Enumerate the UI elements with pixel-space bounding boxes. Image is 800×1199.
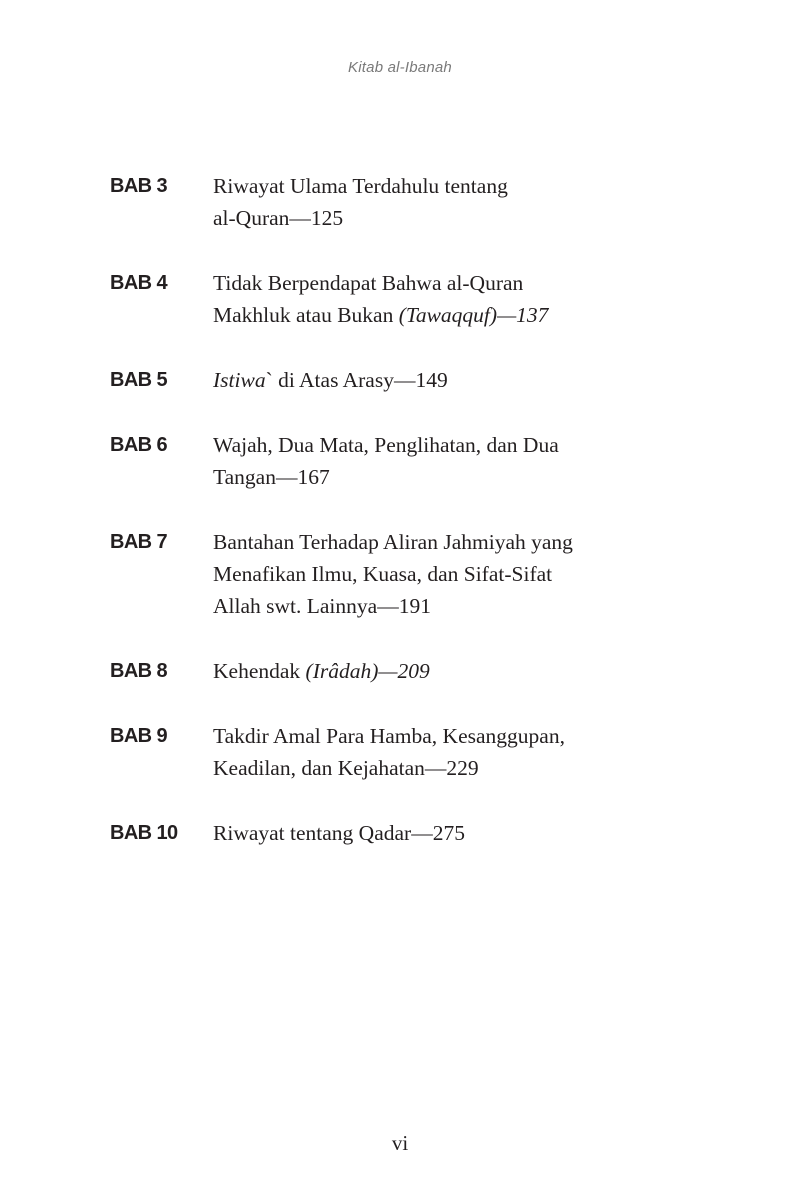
chapter-title-line bbox=[213, 202, 670, 234]
chapter-title-line bbox=[213, 429, 670, 461]
chapter-title bbox=[213, 267, 670, 331]
chapter-title-line bbox=[213, 526, 670, 558]
chapter-title bbox=[213, 170, 670, 234]
toc-entry bbox=[110, 170, 670, 234]
chapter-title-line bbox=[213, 817, 670, 849]
chapter-label: BAB 7 bbox=[110, 531, 168, 553]
toc-entry bbox=[110, 720, 670, 784]
text-segment: Bantahan Terhadap Aliran Jahmiyah yang bbox=[213, 530, 573, 554]
text-segment: Allah swt. Lainnya—191 bbox=[213, 594, 431, 618]
chapter-label: BAB 4 bbox=[110, 272, 168, 294]
text-segment: Riwayat tentang Qadar—275 bbox=[213, 821, 465, 845]
toc-entry bbox=[110, 429, 670, 493]
chapter-title-line bbox=[213, 720, 670, 752]
text-segment: Kehendak bbox=[213, 659, 306, 683]
chapter-title bbox=[213, 526, 670, 622]
chapter-label: BAB 5 bbox=[110, 369, 168, 391]
chapter-title bbox=[213, 655, 670, 687]
chapter-title-line bbox=[213, 590, 670, 622]
chapter-title-line bbox=[213, 558, 670, 590]
chapter-title-line bbox=[213, 267, 670, 299]
chapter-label: BAB 6 bbox=[110, 434, 168, 456]
chapter-title bbox=[213, 817, 670, 849]
text-segment: Tangan—167 bbox=[213, 465, 330, 489]
toc-entry bbox=[110, 364, 670, 396]
text-segment: Wajah, Dua Mata, Penglihatan, dan Dua bbox=[213, 433, 559, 457]
chapter-title bbox=[213, 429, 670, 493]
text-segment: Menafikan Ilmu, Kuasa, dan Sifat-Sifat bbox=[213, 562, 553, 586]
chapter-label: BAB 3 bbox=[110, 175, 168, 197]
table-of-contents bbox=[110, 170, 670, 882]
toc-entry bbox=[110, 817, 670, 849]
chapter-title bbox=[213, 720, 670, 784]
text-segment: Takdir Amal Para Hamba, Kesanggupan, bbox=[213, 724, 565, 748]
chapter-label: BAB 9 bbox=[110, 725, 168, 747]
text-segment: Tidak Berpendapat Bahwa al-Quran bbox=[213, 271, 524, 295]
text-segment: al-Quran—125 bbox=[213, 206, 344, 230]
chapter-title-line bbox=[213, 461, 670, 493]
page-number: vi bbox=[391, 1131, 409, 1155]
chapter-title-line bbox=[213, 655, 670, 687]
toc-entry bbox=[110, 267, 670, 331]
text-segment: Makhluk atau Bukan bbox=[213, 303, 399, 327]
chapter-title-line bbox=[213, 299, 670, 331]
text-segment: ` di Atas Arasy—149 bbox=[265, 368, 448, 392]
chapter-title-line bbox=[213, 752, 670, 784]
italic-text: Istiwa bbox=[213, 368, 266, 392]
chapter-title bbox=[213, 364, 670, 396]
italic-text: (Tawaqquf)—137 bbox=[398, 303, 549, 327]
chapter-label: BAB 10 bbox=[110, 822, 178, 844]
running-head-title: Kitab al-Ibanah bbox=[348, 59, 452, 76]
text-segment: Riwayat Ulama Terdahulu tentang bbox=[213, 174, 508, 198]
italic-text: (Irâdah)—209 bbox=[305, 659, 430, 683]
toc-entry bbox=[110, 526, 670, 622]
chapter-title-line bbox=[213, 364, 670, 396]
text-segment: Keadilan, dan Kejahatan—229 bbox=[213, 756, 479, 780]
chapter-title-line bbox=[213, 170, 670, 202]
toc-entry bbox=[110, 655, 670, 687]
chapter-label: BAB 8 bbox=[110, 660, 168, 682]
